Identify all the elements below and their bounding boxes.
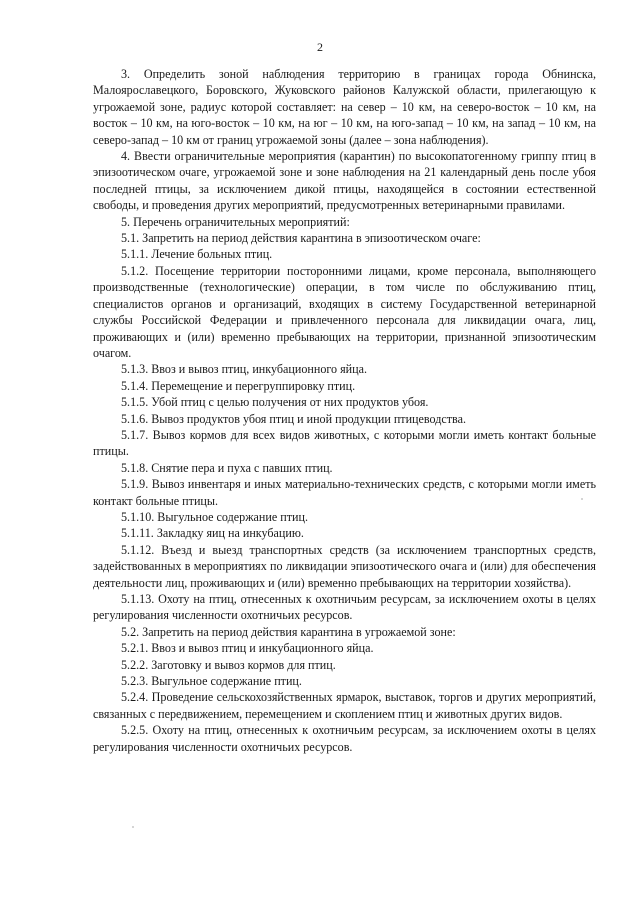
paragraph-5-1-4: 5.1.4. Перемещение и перегруппировку птиц. — [121, 378, 356, 393]
paragraph-5-2-5: 5.2.5. Охоту на птиц, отнесенных к охотничьим ресурсам, за исключением охоты в целях регулирования численности охотничьих ресурсов. — [93, 723, 596, 754]
paragraph-threat-zone-ban-heading: 5.2. Запретить на период действия карантина в угрожаемой зоне: — [121, 624, 456, 639]
paragraph-5-1-2: 5.1.2. Посещение территории посторонними лицами, кроме персонала, выполняющего производственные (технологические) операции, в том числе по обслуживанию птиц, специалистов органов и организаций, входящих в систему Государственной ветеринарной службы Российской Федерации и привлеченного персонала для ликвидации очага, лиц, проживающих и (или) временно пребывающих на территории, признанной эпизоотическим очагом. — [93, 263, 596, 360]
paragraph-5-2-1: 5.2.1. Ввоз и вывоз птиц и инкубационного яйца. — [121, 641, 374, 656]
paragraph-5-1-9: 5.1.9. Вывоз инвентаря и иных материально-технических средств, с которыми могли иметь контакт больные птицы. — [93, 477, 596, 508]
paragraph-5-1-7: 5.1.7. Вывоз кормов для всех видов животных, с которыми могли иметь контакт больные птицы. — [93, 427, 596, 459]
paragraph-5-1-11: 5.1.11. Закладку яиц на инкубацию. — [121, 526, 304, 541]
paragraph-5-1-12: 5.1.12. Въезд и выезд транспортных средств (за исключением транспортных средств, задействованных в мероприятиях по ликвидации эпизоотического очага и (или) для обеспечения деятельности лиц, проживающих и (или) временно пребывающих на территории хозяйства). — [93, 542, 596, 590]
paragraph-5-1-10: 5.1.10. Выгульное содержание птиц. — [121, 509, 308, 524]
paragraph-5-2-3: 5.2.3. Выгульное содержание птиц. — [121, 674, 302, 689]
paragraph-5-1-1: 5.1.1. Лечение больных птиц. — [121, 247, 273, 262]
paragraph-5-2-2: 5.2.2. Заготовку и вывоз кормов для птиц. — [121, 657, 336, 672]
paragraph-restrictions-list: 5. Перечень ограничительных мероприятий: — [121, 214, 350, 229]
paragraph-zone-observation: 3. Определить зоной наблюдения территорию в границах города Обнинска, Малоярославецкого, Боровского, Жуковского районов Калужской области, прилегающую к угрожаемой зоне, радиус которой составляет: на север – 10 км, на северо-восток – 10 км, на восток – 10 км, на юго-восток – 10 км, на юг – 10 км, на юго-запад – 10 км, на запад – 10 км, на северо-запад – 10 км от границ угрожаемой зоны (далее – зона наблюдения). — [93, 67, 596, 147]
paragraph-5-1-8: 5.1.8. Снятие пера и пуха с павших птиц. — [121, 460, 333, 475]
page-number: 2 — [317, 40, 323, 54]
paragraph-5-2-4: 5.2.4. Проведение сельскохозяйственных ярмарок, выставок, торгов и других мероприятий, связанных с передвижением, перемещением и скоплением птиц и животных других видов. — [93, 690, 596, 721]
paragraph-5-1-5: 5.1.5. Убой птиц с целью получения от них продуктов убоя. — [121, 395, 429, 410]
paragraph-5-1-13: 5.1.13. Охоту на птиц, отнесенных к охотничьим ресурсам, за исключением охоты в целях регулирования численности охотничьих ресурсов. — [93, 592, 596, 623]
paragraph-quarantine: 4. Ввести ограничительные мероприятия (карантин) по высокопатогенному гриппу птиц в эпизоотическом очаге, угрожаемой зоне и зоне наблюдения на 21 календарный день после убоя последней птицы, за исключением дикой птицы, находящейся в состоянии естественной свободы, и проведения других мероприятий, предусмотренных ветеринарными правилами. — [93, 149, 596, 213]
paragraph-outbreak-ban-heading: 5.1. Запретить на период действия карантина в эпизоотическом очаге: — [121, 231, 481, 246]
paragraph-5-1-6: 5.1.6. Вывоз продуктов убоя птиц и иной продукции птицеводства. — [121, 411, 466, 426]
scan-speck — [581, 498, 583, 500]
document-body — [93, 66, 596, 755]
scan-speck — [132, 826, 134, 828]
paragraph-5-1-3: 5.1.3. Ввоз и вывоз птиц, инкубационного яйца. — [121, 362, 367, 377]
